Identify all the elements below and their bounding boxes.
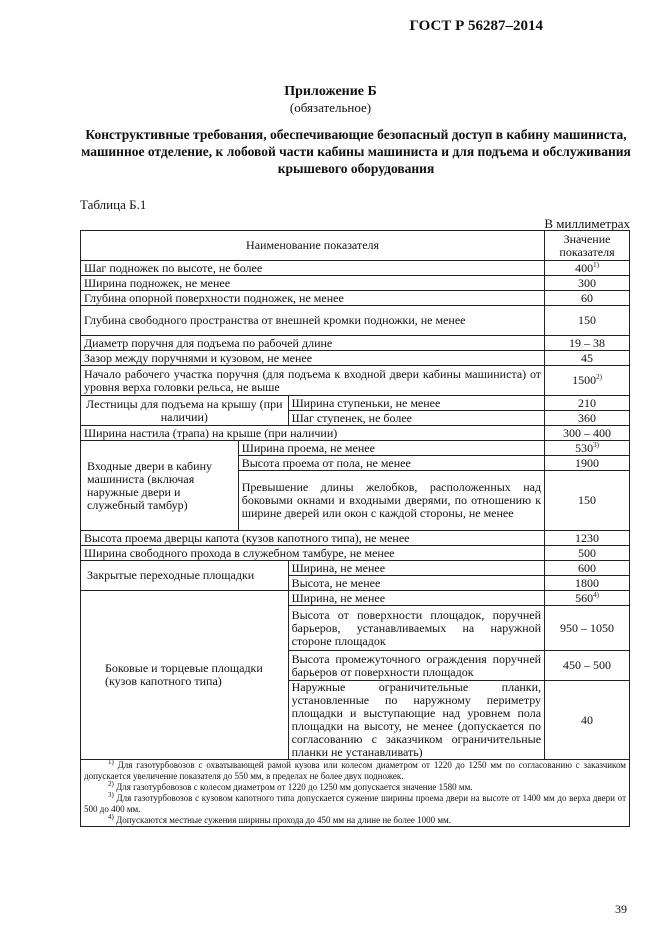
footnote-text: Допускаются местные сужения ширины прохода до 450 мм на длине не более 1000 мм.: [116, 815, 451, 825]
row-value: 60: [545, 291, 630, 306]
row-name: Ширина проема, не менее: [238, 441, 544, 456]
table-row: [81, 591, 630, 606]
footnote: [84, 782, 626, 793]
table-row: [81, 306, 630, 336]
table-row: [81, 276, 630, 291]
table-header-row: [81, 231, 630, 261]
page-number: 39: [615, 902, 627, 916]
table-row: [81, 531, 630, 546]
footnote-mark: 1): [108, 758, 114, 766]
row-name: Ширина свободного прохода в служебном тамбуре, не менее: [81, 546, 545, 561]
row-value: 300: [545, 276, 630, 291]
row-value: 600: [545, 561, 630, 576]
appendix-subtitle: (обязательное): [289, 100, 372, 115]
row-value: 950 – 1050: [545, 606, 630, 651]
row-name: Ширина, не менее: [288, 561, 544, 576]
value-text: 530: [575, 440, 594, 455]
group-doors: Входные двери в кабину машиниста (включая наружные двери и служебный тамбур): [81, 441, 239, 531]
row-value: 450 – 500: [545, 651, 630, 681]
row-name: Высота от поверхности площадок, поручней барьеров, устанавливаемых на наружной стороне площадок: [288, 606, 544, 651]
row-name: Ширина подножек, не менее: [81, 276, 545, 291]
row-value: 500: [545, 546, 630, 561]
row-name: Высота промежуточного ограждения поручней барьеров от поверхности площадок: [288, 651, 544, 681]
footnote-mark: 4): [593, 590, 599, 599]
footnote-mark: 1): [593, 260, 599, 269]
row-name: Зазор между поручнями и кузовом, не менее: [81, 351, 545, 366]
value-text: 1500: [572, 373, 597, 387]
appendix-title: Приложение Б: [284, 84, 377, 99]
row-name: Шаг ступенек, не более: [288, 411, 544, 426]
value-text: 400: [575, 260, 594, 275]
row-value: 360: [545, 411, 630, 426]
row-name: Высота, не менее: [288, 576, 544, 591]
row-name: Глубина свободного пространства от внешней кромки подножки, не менее: [81, 306, 545, 336]
footnote-mark: 3): [593, 440, 599, 449]
footnotes-row: [81, 760, 630, 827]
footnote-mark: 3): [108, 791, 114, 799]
table-row: [81, 291, 630, 306]
table-row: [81, 546, 630, 561]
row-value: [545, 441, 630, 456]
row-name: Глубина опорной поверхности подножек, не менее: [81, 291, 545, 306]
row-value: 210: [545, 396, 630, 411]
footnote: [84, 760, 626, 782]
table-row: [81, 426, 630, 441]
footnote-mark: 4): [108, 813, 114, 821]
row-value: 40: [545, 681, 630, 760]
table-row: [81, 396, 630, 411]
row-value: 150: [545, 471, 630, 531]
footnotes-cell: [81, 760, 630, 827]
row-value: [545, 591, 630, 606]
table-row: [81, 366, 630, 396]
group-ladders: Лестницы для подъема на крышу (при наличии): [81, 396, 289, 426]
footnote: [84, 815, 626, 826]
footnote-mark: 2): [108, 780, 114, 788]
table-caption: Таблица Б.1: [80, 197, 147, 212]
row-name: Ширина, не менее: [288, 591, 544, 606]
row-value: 45: [545, 351, 630, 366]
row-value: 1230: [545, 531, 630, 546]
header-name-cell: Наименование показателя: [81, 231, 545, 261]
row-name: Шаг подножек по высоте, не более: [81, 261, 545, 276]
footnote-mark: 2): [596, 373, 602, 381]
row-value: 1800: [545, 576, 630, 591]
row-name: Начало рабочего участка поручня (для подъема к входной двери кабины машиниста) от уровня верха головки рельса, не выше: [81, 366, 545, 396]
row-name: Высота проема от пола, не менее: [238, 456, 544, 471]
row-name: Высота проема дверцы капота (кузов капотного типа), не менее: [81, 531, 545, 546]
row-name: Превышение длины желобков, расположенных над боковыми окнами и входными дверями, по отношению к ширине дверей или окон с каждой стороны, не менее: [238, 471, 544, 531]
row-value: 19 – 38: [545, 336, 630, 351]
row-value: 300 – 400: [545, 426, 630, 441]
row-name: Ширина ступеньки, не менее: [288, 396, 544, 411]
row-name: Диаметр поручня для подъема по рабочей длине: [81, 336, 545, 351]
group-closed-platforms: Закрытые переходные площадки: [81, 561, 289, 591]
table-row: [81, 261, 630, 276]
appendix-heading: Конструктивные требования, обеспечивающие безопасный доступ в кабину машиниста, машинное отделение, к лобовой части кабины машиниста и для подъема и обслуживания крышевого оборудования: [81, 127, 631, 176]
table-row: [81, 561, 630, 576]
table-row: [81, 351, 630, 366]
value-text: 560: [575, 590, 594, 605]
table-units: В миллиметрах: [544, 216, 630, 231]
table-row: [81, 336, 630, 351]
table-row: [81, 441, 630, 456]
row-value: [545, 261, 630, 276]
row-value: 150: [545, 306, 630, 336]
footnote-text: Для газотурбовозов с колесом диаметром от 1220 до 1250 мм допускается значение 1580 мм.: [116, 782, 473, 792]
row-name: Ширина настила (трапа) на крыше (при наличии): [81, 426, 545, 441]
footnote: [84, 793, 626, 815]
document-standard-number: ГОСТ Р 56287–2014: [409, 18, 543, 34]
group-side-platforms: Боковые и торцевые площадки (кузов капотного типа): [81, 591, 289, 760]
footnote-text: Для газотурбовозов с кузовом капотного типа допускается сужение ширины проема двери на высоте от 1400 мм до верха двери от 500 до 400 мм.: [84, 793, 627, 814]
row-value: 1900: [545, 456, 630, 471]
row-value: [545, 366, 630, 396]
requirements-table: [80, 230, 630, 827]
row-name: Наружные ограничительные планки, установленные по наружному периметру площадки и выступающие над уровнем пола площадки на высоту, не менее (допускается по согласованию с заказчиком ограничительные планки не устанавливать): [288, 681, 544, 760]
footnote-text: Для газотурбовозов с охватывающей рамой кузова или колесом диаметром от 1220 до 1250 мм по согласованию с заказчиком допускается увеличение показателя до 550 мм, в пределах не более двух подножек.: [84, 760, 626, 781]
header-value-cell: Значение показателя: [545, 231, 630, 261]
